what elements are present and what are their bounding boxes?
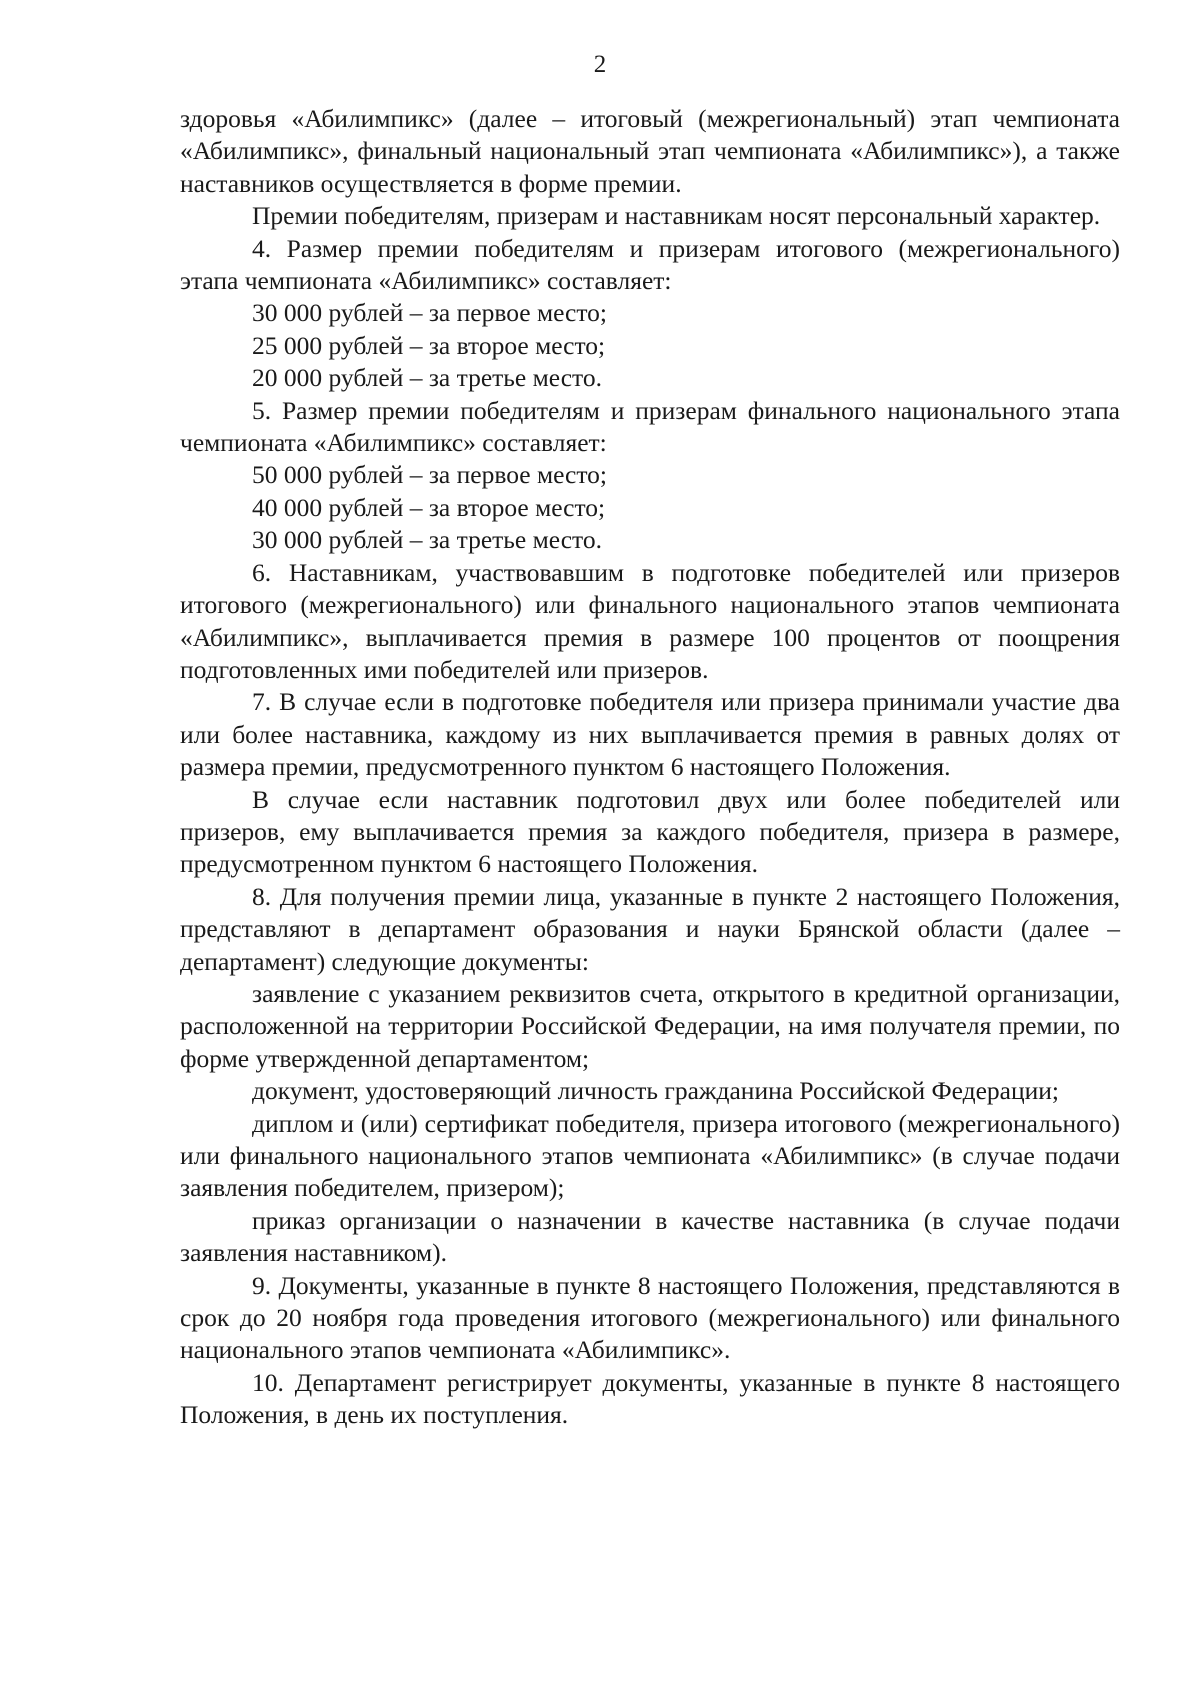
- paragraph: 8. Для получения премии лица, указанные в пункте 2 настоящего Положения, представляют в департамент образования и науки Брянской области (далее – департамент) следующие документы:: [180, 881, 1120, 976]
- paragraph: 6. Наставникам, участвовавшим в подготовке победителей или призеров итогового (межрегионального) или финального национального этапов чемпионата «Абилимпикс», выплачивается премия в размере 100 процентов от поощрения подготовленных ими победителей или призеров.: [180, 557, 1120, 684]
- paragraph: Премии победителям, призерам и наставникам носят персональный характер.: [252, 201, 1101, 231]
- paragraph: В случае если наставник подготовил двух или более победителей или призеров, ему выплачивается премия за каждого победителя, призера в размере, предусмотренном пунктом 6 настоящего Положения.: [180, 784, 1120, 879]
- amount-line: 25 000 рублей – за второе место;: [252, 330, 606, 360]
- amount-line: 40 000 рублей – за второе место;: [252, 492, 606, 522]
- amount-line: 30 000 рублей – за третье место.: [252, 525, 602, 555]
- amount-line: 30 000 рублей – за первое место;: [252, 298, 608, 328]
- paragraph: 7. В случае если в подготовке победителя или призера принимали участие два или более наставника, каждому из них выплачивается премия в равных долях от размера премии, предусмотренного пунктом 6 настоящего Положения.: [180, 687, 1120, 782]
- paragraph: заявление с указанием реквизитов счета, открытого в кредитной организации, расположенной на территории Российской Федерации, на имя получателя премии, по форме утвержденной департаментом;: [180, 978, 1120, 1073]
- paragraph: 10. Департамент регистрирует документы, указанные в пункте 8 настоящего Положения, в день их поступления.: [180, 1367, 1120, 1430]
- paragraph: документ, удостоверяющий личность гражданина Российской Федерации;: [252, 1076, 1059, 1106]
- paragraph: 5. Размер премии победителям и призерам финального национального этапа чемпионата «Абилимпикс» составляет:: [180, 395, 1120, 458]
- paragraph: 9. Документы, указанные в пункте 8 настоящего Положения, представляются в срок до 20 ноября года проведения итогового (межрегионального) или финального национального этапов чемпионата «Абилимпикс».: [180, 1270, 1120, 1365]
- paragraph: приказ организации о назначении в качестве наставника (в случае подачи заявления наставником).: [180, 1205, 1120, 1268]
- paragraph: здоровья «Абилимпикс» (далее – итоговый (межрегиональный) этап чемпионата «Абилимпикс», финальный национальный этап чемпионата «Абилимпикс»), а также наставников осуществляется в форме премии.: [180, 104, 1120, 198]
- paragraph: 4. Размер премии победителям и призерам итогового (межрегионального) этапа чемпионата «Абилимпикс» составляет:: [180, 233, 1120, 296]
- document-body: [180, 103, 1120, 1432]
- paragraph: диплом и (или) сертификат победителя, призера итогового (межрегионального) или финального национального этапов чемпионата «Абилимпикс» (в случае подачи заявления победителем, призером);: [180, 1108, 1120, 1203]
- page-number: 2: [593, 51, 607, 78]
- amount-line: 20 000 рублей – за третье место.: [252, 363, 602, 393]
- amount-line: 50 000 рублей – за первое место;: [252, 460, 608, 490]
